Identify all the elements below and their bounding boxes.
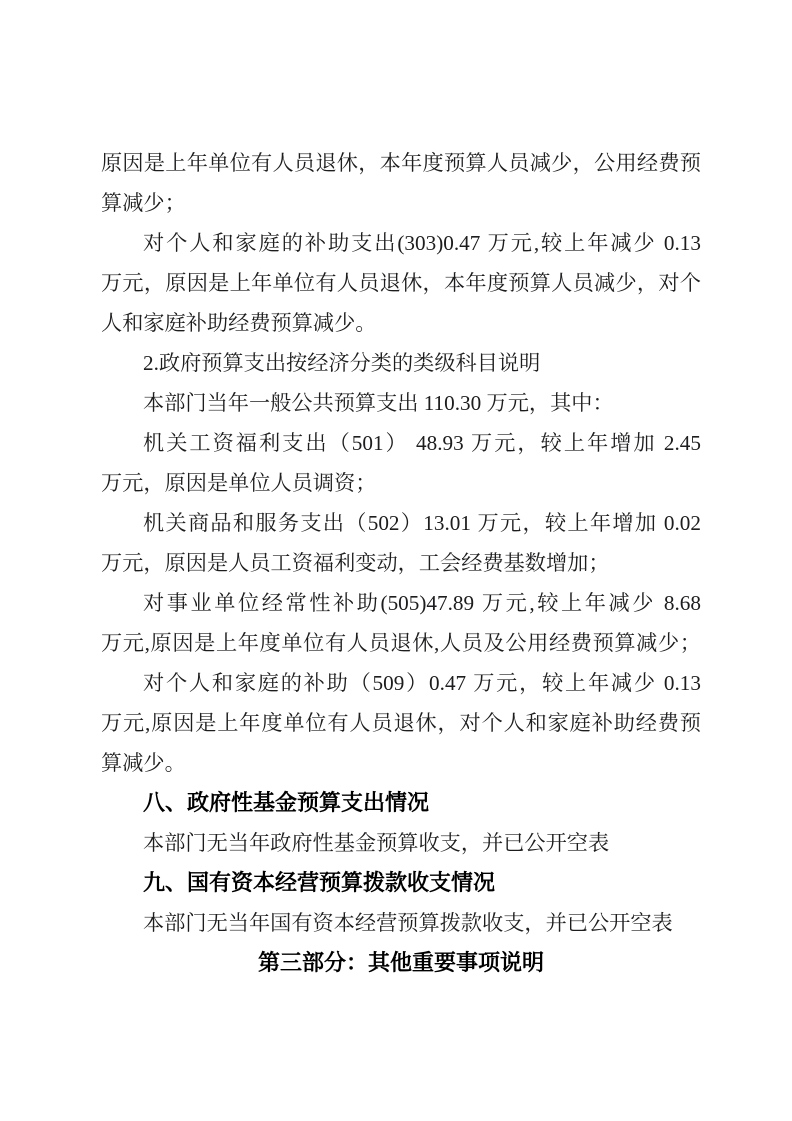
- body-line: 本部门无当年国有资本经营预算拨款收支，并已公开空表: [143, 911, 673, 935]
- section-9-heading: 九、国有资本经营预算拨款收支情况: [143, 870, 496, 895]
- body-line: 算减少；: [101, 191, 186, 215]
- body-line: 原因是上年单位有人员退休，本年度预算人员减少，公用经费预: [101, 151, 701, 175]
- body-line: 人和家庭补助经费预算减少。: [101, 311, 377, 335]
- body-line: 机关商品和服务支出（502）13.01 万元，较上年增加 0.02: [143, 511, 701, 535]
- body-line: 算减少。: [101, 751, 186, 775]
- body-line: 机关工资福利支出（501） 48.93 万元，较上年增加 2.45: [143, 431, 701, 455]
- body-line: 万元，原因是上年单位有人员退休，本年度预算人员减少，对个: [101, 271, 701, 295]
- part-3-heading: 第三部分：其他重要事项说明: [257, 950, 544, 975]
- page-content: [101, 143, 701, 983]
- body-line: 万元，原因是人员工资福利变动，工会经费基数增加；: [101, 551, 610, 575]
- body-line: 万元,原因是上年度单位有人员退休，对个人和家庭补助经费预: [101, 711, 701, 735]
- body-line: 本部门无当年政府性基金预算收支，并已公开空表: [143, 831, 610, 855]
- body-line: 本部门当年一般公共预算支出 110.30 万元，其中：: [143, 391, 614, 415]
- body-line: 对个人和家庭的补助支出(303)0.47 万元,较上年减少 0.13: [143, 231, 701, 255]
- body-line: 万元，原因是单位人员调资；: [101, 471, 377, 495]
- body-line: 对事业单位经常性补助(505)47.89 万元,较上年减少 8.68: [143, 591, 701, 615]
- body-line: 万元,原因是上年度单位有人员退休,人员及公用经费预算减少；: [101, 631, 701, 655]
- body-line: 对个人和家庭的补助（509）0.47 万元，较上年减少 0.13: [143, 671, 701, 695]
- body-line: 2.政府预算支出按经济分类的类级科目说明: [143, 351, 541, 375]
- section-8-heading: 八、政府性基金预算支出情况: [143, 790, 430, 815]
